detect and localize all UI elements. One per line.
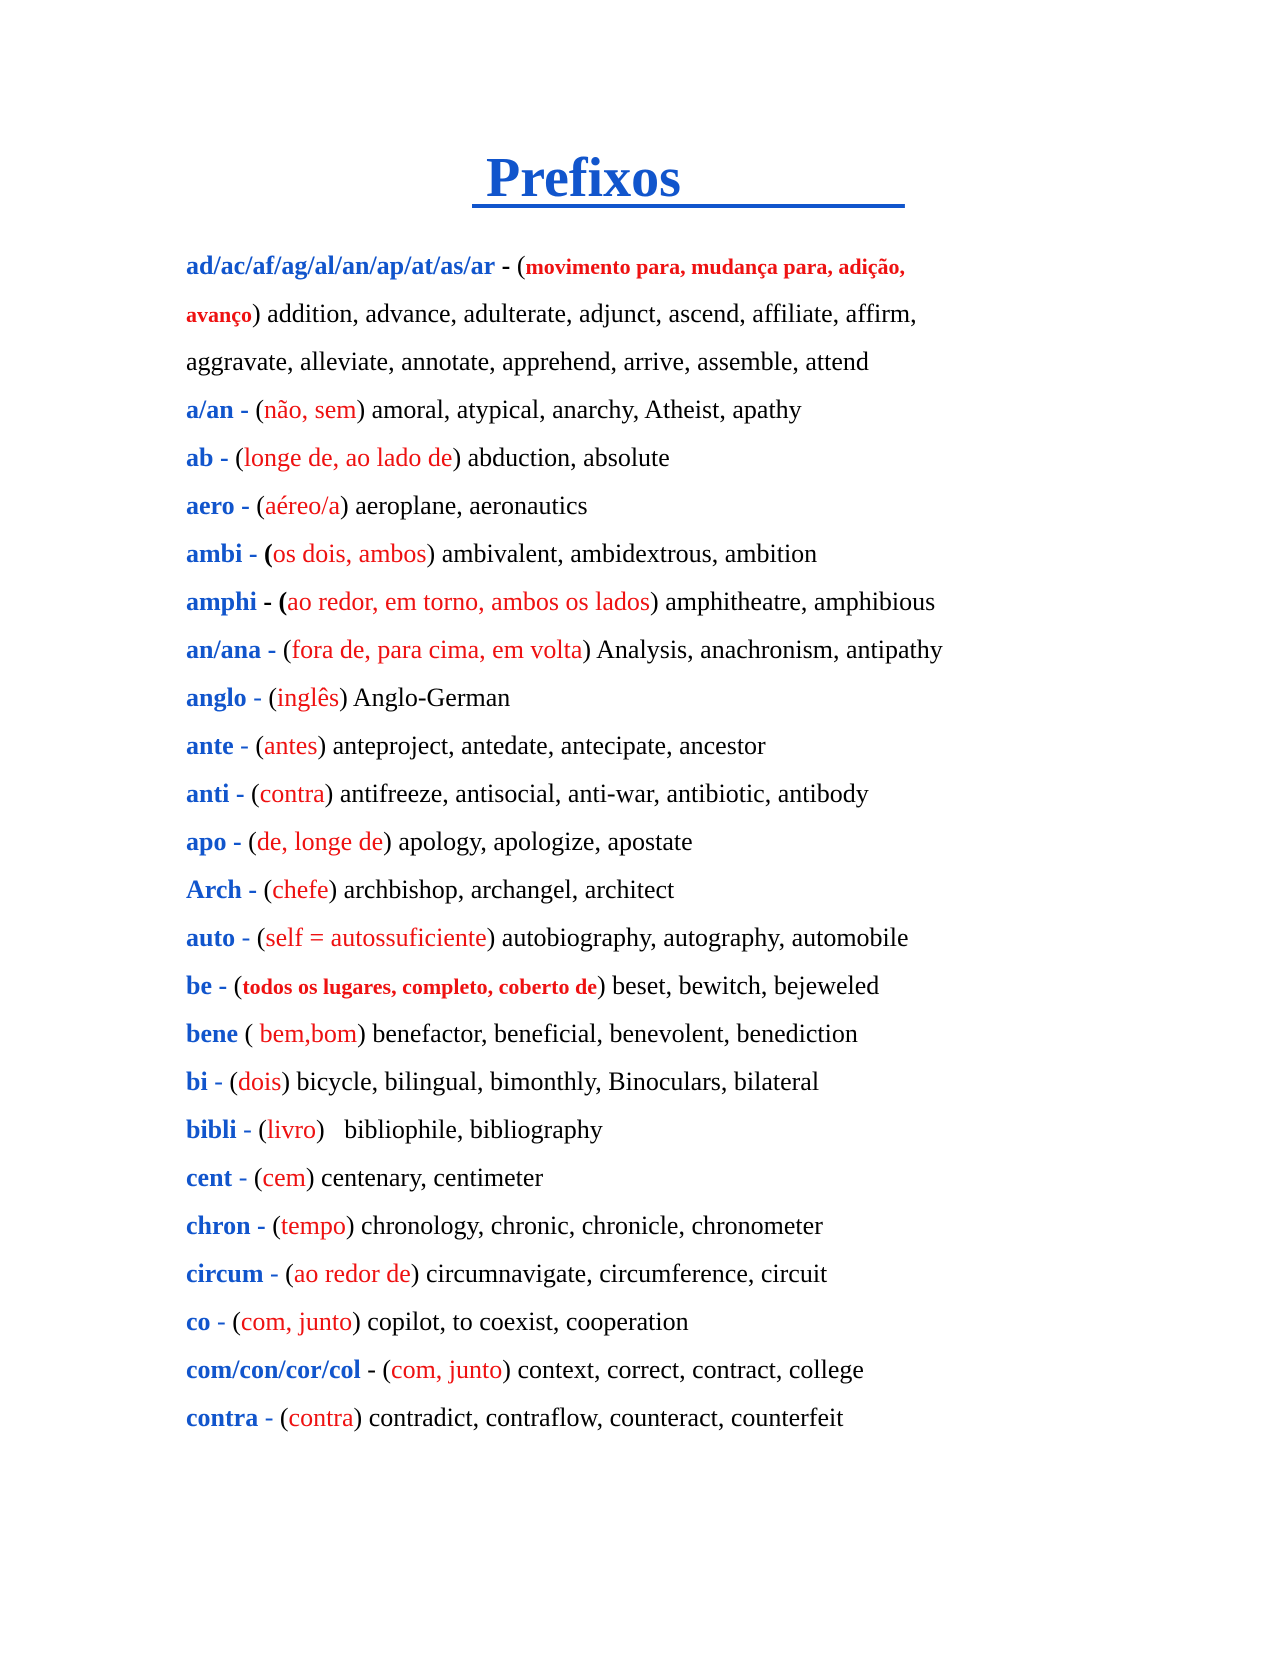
list-item: bi - (dois) bicycle, bilingual, bimonthly, Binoculars, bilateral — [186, 1067, 820, 1096]
meaning: chefe — [272, 875, 329, 904]
meaning: cem — [262, 1163, 306, 1192]
meaning: os dois, ambos — [272, 539, 427, 568]
examples: archbishop, archangel, architect — [343, 875, 675, 904]
meaning: contra — [288, 1403, 354, 1432]
prefix: cent — [186, 1163, 233, 1192]
prefix: bene — [186, 1019, 238, 1048]
meaning: de, longe de — [256, 827, 384, 856]
examples: autobiography, autography, automobile — [501, 923, 909, 952]
meaning: com, junto — [391, 1355, 503, 1384]
prefix: anglo — [186, 683, 247, 712]
examples: bibliophile, bibliography — [344, 1115, 603, 1144]
examples: ambivalent, ambidextrous, ambition — [441, 539, 818, 568]
list-item: chron - (tempo) chronology, chronic, chronicle, chronometer — [186, 1211, 823, 1240]
meaning: com, junto — [240, 1307, 353, 1336]
prefix: bibli — [186, 1115, 237, 1144]
prefix: bi — [186, 1067, 208, 1096]
list-item: anglo - (inglês) Anglo-German — [186, 683, 511, 712]
meaning: não, sem — [264, 395, 357, 424]
list-item: anti - (contra) antifreeze, antisocial, anti-war, antibiotic, antibody — [186, 779, 869, 808]
list-item: Arch - (chefe) archbishop, archangel, architect — [186, 875, 675, 904]
meaning: livro — [266, 1115, 317, 1144]
prefix: com/con/cor/col — [186, 1355, 361, 1384]
prefix: contra — [186, 1403, 259, 1432]
examples: antifreeze, antisocial, anti-war, antibiotic, antibody — [339, 779, 869, 808]
prefix: a/an — [186, 395, 234, 424]
meaning: dois — [238, 1067, 282, 1096]
prefix: auto — [186, 923, 236, 952]
meaning: fora de, para cima, em volta — [291, 635, 583, 664]
list-item: circum - (ao redor de) circumnavigate, circumference, circuit — [186, 1259, 828, 1288]
meaning: tempo — [280, 1211, 346, 1240]
list-item: aero - (aéreo/a) aeroplane, aeronautics — [186, 491, 588, 520]
examples: aeroplane, aeronautics — [355, 491, 588, 520]
prefix: an/ana — [186, 635, 262, 664]
meaning: bem,bom — [253, 1019, 358, 1048]
list-item-continuation — [186, 338, 1186, 386]
examples: Analysis, anachronism, antipathy — [596, 635, 943, 664]
list-item: ab - (longe de, ao lado de) abduction, absolute — [186, 443, 670, 472]
list-item: an/ana - (fora de, para cima, em volta) Analysis, anachronism, antipathy — [186, 635, 943, 664]
examples: apology, apologize, apostate — [398, 827, 693, 856]
page-title: Prefixos — [472, 147, 905, 209]
list-item: co - (com, junto) copilot, to coexist, cooperation — [186, 1307, 689, 1336]
examples: anteproject, antedate, antecipate, ancestor — [332, 731, 766, 760]
list-item: contra - (contra) contradict, contraflow, counteract, counterfeit — [186, 1403, 844, 1432]
list-item-continuation: avanço) addition, advance, adulterate, adjunct, ascend, affiliate, affirm, — [186, 299, 917, 328]
examples: amoral, atypical, anarchy, Atheist, apathy — [371, 395, 802, 424]
examples: copilot, to coexist, cooperation — [367, 1307, 689, 1336]
prefix: ambi — [186, 539, 243, 568]
prefix: co — [186, 1307, 211, 1336]
list-item: a/an - (não, sem) amoral, atypical, anarchy, Atheist, apathy — [186, 395, 802, 424]
prefix: amphi — [186, 587, 257, 616]
examples: bicycle, bilingual, bimonthly, Binoculars, bilateral — [296, 1067, 820, 1096]
prefix: ab — [186, 443, 214, 472]
prefix: chron — [186, 1211, 251, 1240]
meaning: aéreo/a — [264, 491, 341, 520]
list-item: apo - (de, longe de) apology, apologize, apostate — [186, 827, 693, 856]
prefix: aero — [186, 491, 235, 520]
examples: chronology, chronic, chronicle, chronometer — [361, 1211, 823, 1240]
examples: centenary, centimeter — [321, 1163, 544, 1192]
list-item: ad/ac/af/ag/al/an/ap/at/as/ar - (movimento para, mudança para, adição, — [186, 251, 905, 280]
examples: context, correct, contract, college — [517, 1355, 864, 1384]
list-item: bene ( bem,bom) benefactor, beneficial, benevolent, benediction — [186, 1019, 858, 1048]
examples: abduction, absolute — [467, 443, 670, 472]
list-item: ambi - (os dois, ambos) ambivalent, ambidextrous, ambition — [186, 539, 818, 568]
prefix: Arch — [186, 875, 242, 904]
list-item: amphi - (ao redor, em torno, ambos os lados) amphitheatre, amphibious — [186, 587, 936, 616]
examples: contradict, contraflow, counteract, counterfeit — [368, 1403, 844, 1432]
prefix: apo — [186, 827, 227, 856]
examples: benefactor, beneficial, benevolent, benediction — [372, 1019, 858, 1048]
meaning: ao redor de — [293, 1259, 411, 1288]
list-item: ante - (antes) anteproject, antedate, antecipate, ancestor — [186, 731, 766, 760]
meaning: longe de, ao lado de — [243, 443, 453, 472]
examples: aggravate, alleviate, annotate, apprehend, arrive, assemble, attend — [186, 347, 869, 376]
list-item: be - (todos os lugares, completo, coberto de) beset, bewitch, bejeweled — [186, 971, 880, 1000]
examples: addition, advance, adulterate, adjunct, ascend, affiliate, affirm, — [267, 299, 917, 328]
prefix: ad/ac/af/ag/al/an/ap/at/as/ar — [186, 251, 496, 280]
examples: beset, bewitch, bejeweled — [612, 971, 880, 1000]
meaning: movimento para, mudança para, adição, — [525, 254, 905, 279]
meaning: ao redor, em torno, ambos os lados — [287, 587, 651, 616]
meaning: contra — [259, 779, 325, 808]
prefix: anti — [186, 779, 230, 808]
examples: Anglo-German — [352, 683, 511, 712]
list-item: auto - (self = autossuficiente) autobiography, autography, automobile — [186, 923, 909, 952]
list-item: bibli - (livro) bibliophile, bibliography — [186, 1115, 603, 1144]
prefix: ante — [186, 731, 234, 760]
prefix: circum — [186, 1259, 264, 1288]
list-item: com/con/cor/col - (com, junto) context, correct, contract, college — [186, 1355, 864, 1384]
meaning: inglês — [277, 683, 340, 712]
meaning: self = autossuficiente — [265, 923, 487, 952]
meaning: avanço — [186, 302, 252, 327]
prefix-list — [186, 242, 1186, 1442]
prefix: be — [186, 971, 212, 1000]
meaning: todos os lugares, completo, coberto de — [242, 974, 597, 999]
examples: circumnavigate, circumference, circuit — [425, 1259, 828, 1288]
meaning: antes — [264, 731, 318, 760]
list-item: cent - (cem) centenary, centimeter — [186, 1163, 544, 1192]
examples: amphitheatre, amphibious — [665, 587, 936, 616]
